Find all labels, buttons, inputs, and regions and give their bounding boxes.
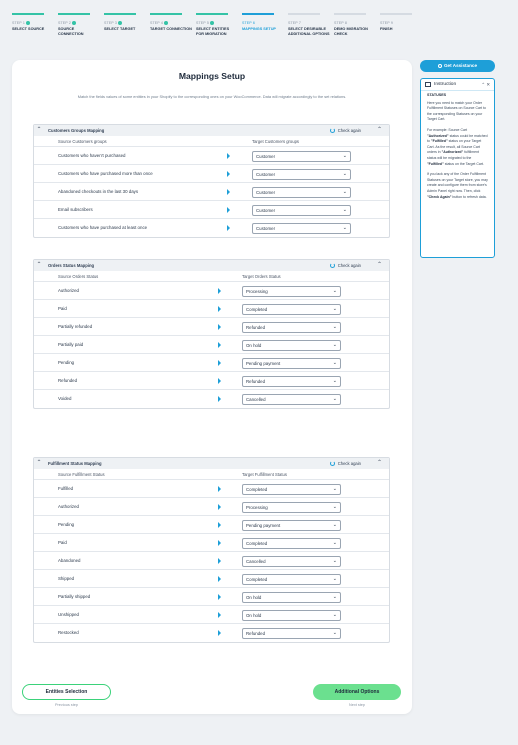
- check-again-label: Check again: [337, 128, 361, 133]
- check-again-button[interactable]: [330, 458, 361, 469]
- step-label: MAPPINGS SETUP: [242, 27, 276, 31]
- select-value: Refunded: [246, 324, 266, 330]
- select-value: On hold: [246, 594, 262, 600]
- chevron-down-icon: ⌄: [332, 503, 337, 510]
- select-value: Refunded: [246, 378, 266, 384]
- source-value: Abandoned checkouts in the last 30 days: [58, 189, 139, 194]
- select-value: Processing: [246, 504, 268, 510]
- table-row: [34, 534, 389, 552]
- section-title: Orders Status Mapping: [48, 263, 95, 268]
- source-value: Voided: [58, 396, 72, 401]
- table-row: [34, 318, 389, 336]
- step-bar: [12, 13, 44, 15]
- step-label: SELECT SOURCE: [12, 27, 45, 31]
- source-value: Refunded: [58, 378, 78, 383]
- instruction-body: [421, 91, 494, 207]
- step-select-entities[interactable]: [196, 0, 238, 37]
- instruction-title: Instruction: [434, 82, 457, 87]
- instruction-paragraph: If you lack any of the Order Fulfillment Statuses on your Target store, you may create and configure them from store's Admin Panel right now. Then, click "Check Again" button to refresh data.: [427, 172, 488, 199]
- select-value: Cancelled: [246, 558, 266, 564]
- select-value: Completed: [246, 540, 268, 546]
- source-value: Partially refunded: [58, 324, 93, 329]
- table-row: [34, 390, 389, 408]
- target-select[interactable]: [242, 484, 341, 495]
- step-number: STEP 6: [242, 21, 255, 25]
- target-select[interactable]: [242, 574, 341, 585]
- target-select[interactable]: [242, 340, 341, 351]
- target-column-header: Target Customers groups: [252, 138, 300, 144]
- get-assistance-label: Get Assistance: [443, 63, 478, 68]
- step-bar: [196, 13, 228, 15]
- table-row: [34, 570, 389, 588]
- step-bar: [380, 13, 412, 15]
- check-again-button[interactable]: [330, 125, 361, 136]
- step-number: STEP 2: [58, 21, 71, 25]
- chevron-down-icon: ⌄: [332, 611, 337, 618]
- target-select[interactable]: [242, 304, 341, 315]
- table-row: [34, 219, 389, 237]
- mappings-card: [12, 60, 412, 714]
- source-value: Customers who have purchased at least once: [58, 225, 148, 230]
- target-select[interactable]: [252, 223, 351, 234]
- arrow-right-icon: [218, 306, 221, 312]
- target-select[interactable]: [242, 556, 341, 567]
- check-icon: [164, 21, 168, 25]
- column-header: [34, 469, 389, 480]
- book-icon: [425, 82, 431, 87]
- check-again-button[interactable]: [330, 260, 361, 271]
- step-bar: [58, 13, 90, 15]
- check-icon: [210, 21, 214, 25]
- previous-step-button[interactable]: Entities Selection: [22, 684, 111, 700]
- step-bar: [288, 13, 320, 15]
- step-demo-migration[interactable]: [334, 0, 376, 37]
- arrow-right-icon: [227, 171, 230, 177]
- source-column-header: Source Fulfillment Status: [58, 471, 105, 477]
- table-row: [34, 498, 389, 516]
- step-bar: [334, 13, 366, 15]
- step-bar: [104, 13, 136, 15]
- arrow-right-icon: [218, 378, 221, 384]
- source-value: Restocked: [58, 630, 79, 635]
- target-select[interactable]: [252, 169, 351, 180]
- chevron-down-icon: ⌄: [332, 341, 337, 348]
- target-select[interactable]: [252, 151, 351, 162]
- select-value: Completed: [246, 576, 268, 582]
- step-number: STEP 4: [150, 21, 163, 25]
- step-label: SELECT DESIRABLE ADDITIONAL OPTIONS: [288, 27, 330, 36]
- target-select[interactable]: [252, 187, 351, 198]
- arrow-right-icon: [227, 207, 230, 213]
- step-bar: [242, 13, 274, 15]
- arrow-right-icon: [218, 594, 221, 600]
- check-icon: [118, 21, 122, 25]
- target-select[interactable]: [242, 628, 341, 639]
- collapse-caret-icon[interactable]: ⌃: [36, 262, 42, 268]
- chevron-down-icon: ⌄: [342, 188, 347, 195]
- instruction-panel: [420, 78, 495, 258]
- source-value: Abandoned: [58, 558, 81, 563]
- arrow-right-icon: [218, 630, 221, 636]
- step-label: SELECT ENTITIES FOR MIGRATION: [196, 27, 230, 36]
- previous-step-hint: Previous step: [54, 703, 78, 707]
- section-header: [34, 125, 389, 136]
- arrow-right-icon: [218, 558, 221, 564]
- step-bar: [150, 13, 182, 15]
- refresh-icon: [330, 263, 335, 268]
- arrow-right-icon: [218, 342, 221, 348]
- step-mappings-setup[interactable]: [242, 0, 284, 32]
- table-row: [34, 183, 389, 201]
- step-number: STEP 9: [380, 21, 393, 25]
- arrow-right-icon: [227, 225, 230, 231]
- chevron-down-icon: ⌄: [342, 206, 347, 213]
- target-select[interactable]: [242, 376, 341, 387]
- select-value: Pending payment: [246, 360, 281, 366]
- target-select[interactable]: [252, 205, 351, 216]
- arrow-right-icon: [227, 189, 230, 195]
- chevron-down-icon: ⌄: [332, 521, 337, 528]
- select-value: On hold: [246, 612, 262, 618]
- chevron-down-icon: ⌄: [332, 485, 337, 492]
- step-label: FINISH: [380, 27, 393, 31]
- table-row: [34, 624, 389, 642]
- section-header: [34, 260, 389, 271]
- check-again-label: Check again: [337, 263, 361, 268]
- step-number: STEP 3: [104, 21, 117, 25]
- select-value: Customer: [256, 189, 276, 195]
- step-label: SOURCE CONNECTION: [58, 27, 84, 36]
- table-row: [34, 300, 389, 318]
- chevron-down-icon: ⌄: [332, 539, 337, 546]
- table-row: [34, 201, 389, 219]
- select-value: Customer: [256, 171, 276, 177]
- check-icon: [26, 21, 30, 25]
- source-value: Shipped: [58, 576, 75, 581]
- arrow-right-icon: [218, 360, 221, 366]
- check-again-label: Check again: [337, 461, 361, 466]
- chevron-down-icon: ⌄: [342, 152, 347, 159]
- arrow-right-icon: [218, 504, 221, 510]
- arrow-right-icon: [218, 522, 221, 528]
- source-value: Pending: [58, 360, 75, 365]
- source-value: Unshipped: [58, 612, 79, 617]
- source-value: Email subscribers: [58, 207, 93, 212]
- select-value: On hold: [246, 342, 262, 348]
- target-select[interactable]: [242, 502, 341, 513]
- instruction-header[interactable]: [421, 79, 494, 91]
- table-row: [34, 147, 389, 165]
- source-value: Customers who have purchased more than once: [58, 171, 153, 176]
- arrow-right-icon: [227, 153, 230, 159]
- refresh-icon: [330, 461, 335, 466]
- chevron-down-icon: ⌄: [332, 629, 337, 636]
- chevron-down-icon: ⌄: [342, 224, 347, 231]
- source-value: Authorized: [58, 288, 79, 293]
- section-header: [34, 458, 389, 469]
- step-select-target[interactable]: [104, 0, 146, 32]
- select-value: Customer: [256, 207, 276, 213]
- column-header: [34, 271, 389, 282]
- source-value: Pending: [58, 522, 75, 527]
- section-title: Fulfillment Status Mapping: [48, 461, 102, 466]
- table-row: [34, 336, 389, 354]
- arrow-right-icon: [218, 576, 221, 582]
- target-select[interactable]: [242, 358, 341, 369]
- progress-stepper: [8, 0, 408, 56]
- column-header: [34, 136, 389, 147]
- table-row: [34, 606, 389, 624]
- refresh-icon: [330, 128, 335, 133]
- step-label: TARGET CONNECTION: [150, 27, 192, 31]
- step-number: STEP 7: [288, 21, 301, 25]
- chevron-up-icon[interactable]: ⌃: [376, 127, 382, 133]
- target-select[interactable]: [242, 610, 341, 621]
- step-number: STEP 1: [12, 21, 25, 25]
- next-step-button[interactable]: Additional Options: [313, 684, 401, 700]
- arrow-right-icon: [218, 486, 221, 492]
- select-value: Completed: [246, 306, 268, 312]
- orders-status-mapping: [33, 259, 390, 409]
- table-row: [34, 516, 389, 534]
- source-column-header: Source Customers groups: [58, 138, 107, 144]
- step-source-connection[interactable]: [58, 0, 100, 37]
- chevron-down-icon: ⌄: [332, 305, 337, 312]
- target-select[interactable]: [242, 520, 341, 531]
- arrow-right-icon: [218, 396, 221, 402]
- table-row: [34, 354, 389, 372]
- chevron-down-icon: ⌄: [332, 287, 337, 294]
- step-number: STEP 5: [196, 21, 209, 25]
- chevron-up-icon[interactable]: ⌃: [376, 262, 382, 268]
- arrow-right-icon: [218, 612, 221, 618]
- check-icon: [72, 21, 76, 25]
- step-target-connection[interactable]: [150, 0, 192, 32]
- instruction-heading: STATUSES: [427, 93, 447, 97]
- panel-controls-icon[interactable]: ⌃ ✕: [481, 81, 490, 87]
- arrow-right-icon: [218, 324, 221, 330]
- table-row: [34, 588, 389, 606]
- chevron-down-icon: ⌄: [332, 377, 337, 384]
- source-value: Paid: [58, 306, 67, 311]
- arrow-right-icon: [218, 288, 221, 294]
- source-value: Partially paid: [58, 342, 84, 347]
- table-row: [34, 552, 389, 570]
- select-value: Customer: [256, 225, 276, 231]
- section-title: Customers Groups Mapping: [48, 128, 105, 133]
- chevron-up-icon[interactable]: ⌃: [376, 460, 382, 466]
- arrow-right-icon: [218, 540, 221, 546]
- page-title: Mappings Setup: [178, 71, 246, 81]
- select-value: Pending payment: [246, 522, 281, 528]
- target-select[interactable]: [242, 394, 341, 405]
- collapse-caret-icon[interactable]: ⌃: [36, 127, 42, 133]
- target-select[interactable]: [242, 538, 341, 549]
- source-column-header: Source Orders Status: [58, 273, 99, 279]
- chevron-down-icon: ⌄: [332, 323, 337, 330]
- target-select[interactable]: [242, 592, 341, 603]
- chevron-down-icon: ⌄: [332, 359, 337, 366]
- target-column-header: Target Orders Status: [242, 273, 281, 279]
- select-value: Completed: [246, 486, 268, 492]
- get-assistance-button[interactable]: [420, 60, 495, 72]
- target-column-header: Target Fulfillment Status: [242, 471, 287, 477]
- chevron-down-icon: ⌄: [342, 170, 347, 177]
- table-row: [34, 282, 389, 300]
- table-row: [34, 372, 389, 390]
- source-value: Customers who haven't purchased: [58, 153, 126, 158]
- select-value: Cancelled: [246, 396, 266, 402]
- table-row: [34, 480, 389, 498]
- step-select-source[interactable]: [12, 0, 54, 32]
- select-value: Processing: [246, 288, 268, 294]
- collapse-caret-icon[interactable]: ⌃: [36, 460, 42, 466]
- step-label: DEMO MIGRATION CHECK: [334, 27, 368, 36]
- instruction-paragraph: For example: Source Cart "Authorized" status could be matched to "Fulfilled" status on your Target Cart. As the result, all Source Cart orders in "Authorized" fulfillment status will be migrated to the "Fulfilled" status on the Target Cart.: [427, 127, 488, 166]
- next-step-hint: Next step: [348, 703, 366, 707]
- step-number: STEP 8: [334, 21, 347, 25]
- step-additional-options[interactable]: [288, 0, 330, 37]
- step-finish[interactable]: [380, 0, 422, 32]
- step-label: SELECT TARGET: [104, 27, 136, 31]
- chevron-down-icon: ⌄: [332, 557, 337, 564]
- source-value: Partially shipped: [58, 594, 91, 599]
- instruction-paragraph: Here you need to match your Order Fulfillment Statuses on Source Cart to the corresponding Statuses on your Target Cart.: [427, 100, 486, 122]
- source-value: Paid: [58, 540, 67, 545]
- chevron-down-icon: ⌄: [332, 395, 337, 402]
- select-value: Refunded: [246, 630, 266, 636]
- source-value: Authorized: [58, 504, 79, 509]
- target-select[interactable]: [242, 322, 341, 333]
- page-subtitle: Match the fields values of some entities in your Shopify to the corresponding ones on your WooCommerce. Data will migrate accordingly to the set relations.: [77, 94, 347, 99]
- chevron-down-icon: ⌄: [332, 593, 337, 600]
- fulfillment-status-mapping: [33, 457, 390, 643]
- customers-groups-mapping: [33, 124, 390, 238]
- target-select[interactable]: [242, 286, 341, 297]
- table-row: [34, 165, 389, 183]
- select-value: Customer: [256, 153, 276, 159]
- chevron-down-icon: ⌄: [332, 575, 337, 582]
- help-icon: [438, 64, 442, 68]
- source-value: Fulfilled: [58, 486, 74, 491]
